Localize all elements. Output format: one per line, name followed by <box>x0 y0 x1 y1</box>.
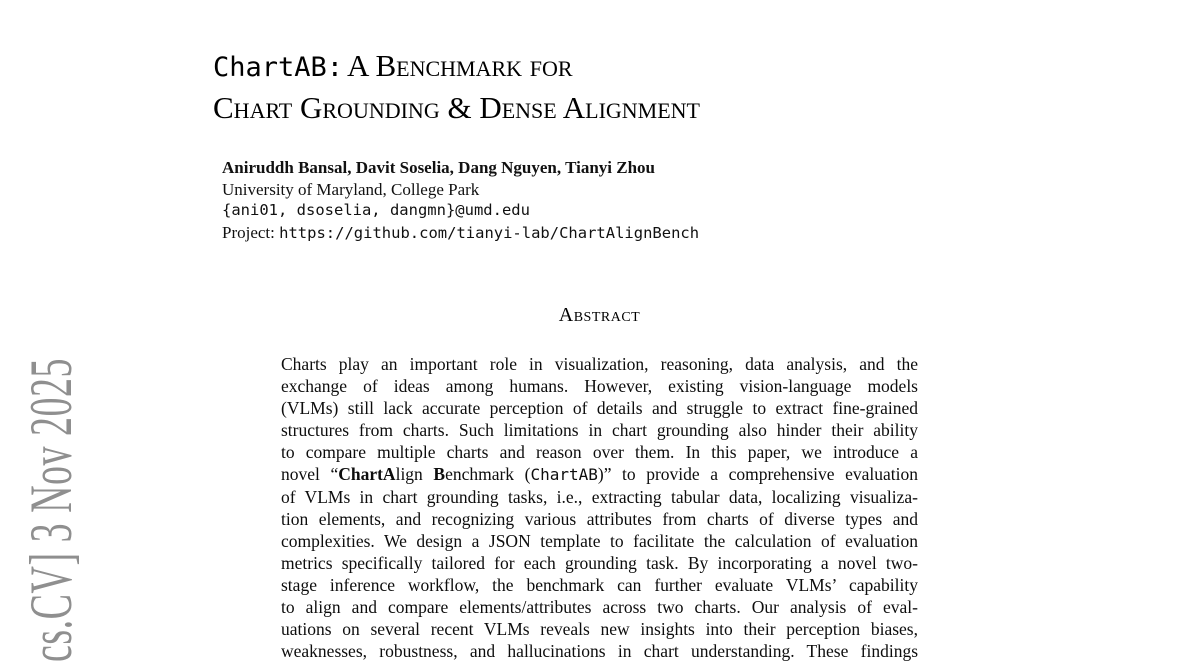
abstract-line: tion elements, and recognizing various attributes from charts of diverse types and <box>281 509 918 529</box>
author-names: Aniruddh Bansal, Davit Soselia, Dang Nguyen, Tianyi Zhou <box>222 158 656 177</box>
project-label: Project: <box>222 222 275 242</box>
paper-title-line2 <box>213 90 700 132</box>
abstract-heading: Abstract <box>558 304 641 326</box>
abstract-line: metrics specifically tailored for each grounding task. By incorporating a novel two- <box>281 553 918 573</box>
abstract-line: stage inference workflow, the benchmark can further evaluate VLMs’ capability <box>281 575 918 595</box>
abstract-line: (VLMs) still lack accurate perception of details and struggle to extract fine-grained <box>281 398 918 418</box>
author-affiliation: University of Maryland, College Park <box>222 179 480 199</box>
abstract-line: exchange of ideas among humans. However, existing vision-language models <box>281 376 918 396</box>
abstract-line: to align and compare elements/attributes across two charts. Our analysis of eval- <box>281 597 918 617</box>
abstract-line: complexities. We design a JSON template to facilitate the calculation of evaluation <box>281 531 918 551</box>
project-line <box>222 222 699 245</box>
author-emails: {ani01, dsoselia, dangmn}@umd.edu <box>222 201 530 219</box>
title-chartab-mono: ChartAB: <box>213 52 344 83</box>
paper-title-line1 <box>213 48 700 90</box>
abstract-line: structures from charts. Such limitations in chart grounding also hinder their ability <box>281 420 918 440</box>
paper-title <box>213 48 700 132</box>
arxiv-watermark: cs.CV] 3 Nov 2025 <box>18 357 86 662</box>
abstract-line: weaknesses, robustness, and hallucinations in chart understanding. These findings <box>281 641 918 661</box>
author-block <box>222 157 699 244</box>
abstract-line: novel “ChartAlign Benchmark (ChartAB)” to provide a comprehensive evaluation <box>281 464 918 484</box>
abstract-line: of VLMs in chart grounding tasks, i.e., extracting tabular data, localizing visualiza- <box>281 487 918 507</box>
abstract-line: to compare multiple charts and reason over them. In this paper, we introduce a <box>281 442 918 462</box>
abstract-line: uations on several recent VLMs reveals new insights into their perception biases, <box>281 619 918 639</box>
title-line1-smallcaps: A Benchmark for <box>347 48 573 83</box>
abstract-line: Charts play an important role in visualization, reasoning, data analysis, and the <box>281 354 918 374</box>
abstract-paragraph <box>281 353 918 662</box>
project-url-link[interactable]: https://github.com/tianyi-lab/ChartAlignBench <box>279 223 700 242</box>
title-line2-smallcaps: Chart Grounding & Dense Alignment <box>213 90 700 125</box>
